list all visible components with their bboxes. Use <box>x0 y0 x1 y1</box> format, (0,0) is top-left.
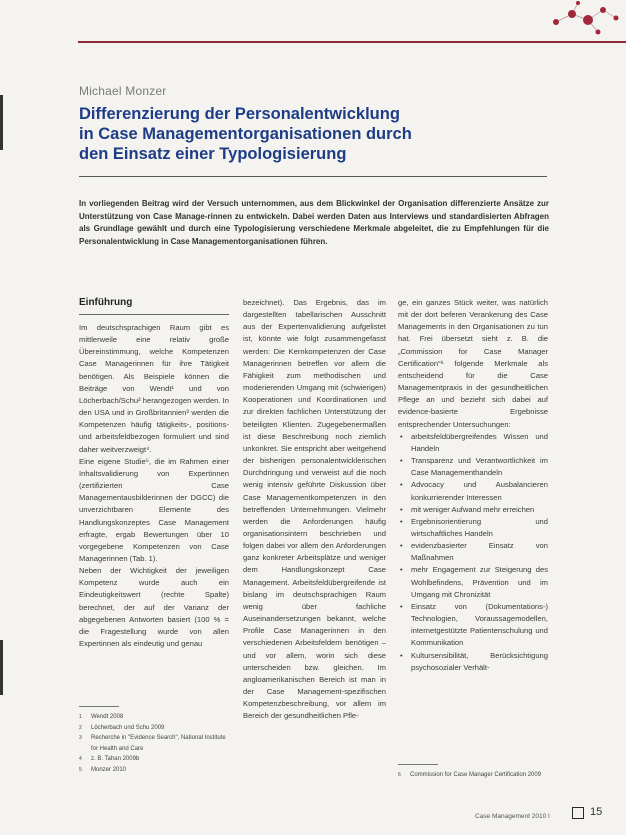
edge-scan-mark <box>0 95 3 150</box>
section-divider <box>79 314 229 315</box>
paragraph: Im deutschsprachigen Raum gibt es mittlerweile eine relativ große Übereinstimmung, welche Kompetenzen Case Managerinnen für ihre Tätigkeit benötigen. Als Beispiele können die Beiträge von Wendt¹ und von Löcherbach/Schu² herangezogen werden. In den USA und in Großbritannien³ werden die Kompetenzen häufig tätigkeits-, positions- und arbeitsfeldbezogen formuliert und sind daher weitverzweigt⁴. <box>79 323 229 454</box>
paragraph: ge, ein ganzes Stück weiter, was natürlich mit der dort beferen Verankerung des Case Managements in den Organisationen zu tun hat. Frei übersetzt sieht z. B. die „Commission for Case Manager Certification“⁶ folgende Merkmale als entscheidend für die Case Managementpraxis in der gesundheitlichen Pflege an und bezieht sich dabei auf evidence-basierte Ergebnisse entsprechender Untersuchungen: <box>398 298 548 429</box>
footnotes <box>79 712 229 776</box>
paragraph: bezeichnet). Das Ergebnis, das im dargestellten tabellarischen Ausschnitt aus der Expertenvalidierung aufgelistet ist, könnte wie folgt zusammengefasst werden: Die Kernkompetenzen der Case Managerinnen betreffen vor allem die Fähigkeit zum methodischen und moderierenden Umgang mit (schwierigen) Kooperationen und Koordinationen und zur direkten fachlichen Unterstützung der beteiligten Klienten. Zugegebenermaßen ist diese Beschreibung noch ziemlich unkonkret. Sie entspricht aber weitgehend der bisherigen personalentwicklerischen Durchdringung und verweist auf die noch wenig intensiv geführte Diskussion über Case Managementkompetenzen in den betreffenden Unternehmungen. Vielmehr werden die Anforderungen häufig organisationsintern beschrieben und folgen dabei vor allem den Anforderungen ganz konkreter Arbeitsplätze und weniger dem Handlungskonzept Case Management. Arbeitsfeldübergreifende ist bislang im deutschsprachigen Raum wenig über fachliche Auseinandersetzungen bekannt, welche Profile Case Managerinnen in den verschiedenen Arbeitsfeldern benötigen – und vor allem, worin sich diese unterscheiden bzw. gleichen. Im angloamerikanischen Bereich ist man in der Case Management-spezifischen Kompetenzbeschreibung, vor allem im Bereich der gesundheitlichen Pfle- <box>243 298 386 721</box>
list-item: • Advocacy und Ausbalancieren konkurrierender Interessen <box>398 479 548 503</box>
list-item: • mehr Engagement zur Steigerung des Wohlbefindens, Prävention und im Umgang mit Chronizität <box>398 564 548 600</box>
bullet-list <box>398 431 548 674</box>
paragraph: Eine eigene Studie⁵, die im Rahmen einer Inhaltsvalidierung von Expertinnen (zertifizierten Case Managementausbilderinnen der DGCC) die unverzichtbaren Elemente des Handlungskonzeptes Case Management erfragte, ergab Bewertungen über 10 vorgegebene Kompetenzen von Case Managerinnen (Tab. 1). <box>79 456 229 563</box>
title-divider <box>79 176 547 177</box>
page-number: 15 <box>590 806 603 818</box>
footnote-divider <box>398 764 438 765</box>
footnote: 2 Löcherbach und Schu 2009 <box>79 724 165 731</box>
author-name: Michael Monzer <box>79 84 167 98</box>
footer-journal-name: Case Management 2010 I <box>475 813 550 820</box>
title-line: Differenzierung der Personalentwicklung <box>79 105 400 123</box>
body-column-2 <box>243 297 386 722</box>
edge-scan-mark <box>0 640 3 695</box>
list-item: • Ergebnisorientierung und wirtschaftliches Handeln <box>398 516 548 540</box>
footnote: 3 Recherche in "Evidence Search", National Institute for Health and Care <box>79 735 226 752</box>
molecule-decoration-icon <box>548 0 622 40</box>
list-item: • Einsatz von (Dokumentations-) Technologien, Voraussagemodellen, internetgestützte Patientenschulung und Kommunikation <box>398 601 548 650</box>
list-item: • Kultursensibilität, Berücksichtigung psychosozialer Verhält- <box>398 650 548 674</box>
header-accent-rule <box>78 41 626 43</box>
article-title <box>79 104 499 164</box>
title-line: in Case Managementorganisationen durch <box>79 125 412 143</box>
footnote: 6 Commission for Case Manager Certification 2009 <box>398 772 542 778</box>
body-column-1 <box>79 322 229 650</box>
list-item: • evidenzbasierter Einsatz von Maßnahmen <box>398 540 548 564</box>
footnote: 4 z. B. Tahan 2009b <box>79 756 140 763</box>
section-heading: Einführung <box>79 297 133 308</box>
footnote-divider <box>79 706 119 707</box>
list-item: • mit weniger Aufwand mehr erreichen <box>398 504 548 516</box>
footnote: 5 Monzer 2010 <box>79 766 127 773</box>
list-item: • Transparenz und Verantwortlichkeit im Case Managementhandeln <box>398 455 548 479</box>
paragraph: Neben der Wichtigkeit der jeweiligen Kompetenz wurde auch ein Eindeutigkeitswert (rechte Spalte) berechnet, der auf der Varianz der abgegebenen Antworten basiert (100 % = die Fragestellung wurde von allen Expertinnen als eindeutig und genau <box>79 566 229 649</box>
journal-logo-icon <box>572 807 584 819</box>
body-column-3 <box>398 297 548 674</box>
title-line: den Einsatz einer Typologisierung <box>79 145 347 163</box>
footnote: 1 Wendt 2008 <box>79 714 124 720</box>
abstract: In vorliegenden Beitrag wird der Versuch unternommen, aus dem Blickwinkel der Organisation differenzierte Ansätze zur Unterstützung von Case Manage-rinnen zu entwickeln. Dabei werden Daten aus Interviews und standardisierten Abfragen als Grundlage gewählt und durch eine Typologisierung verschiedene Merkmale abgeleitet, die zu Empfehlungen für die Personalentwicklung in Case Managementorganisationen führen. <box>79 199 549 247</box>
list-item: • arbeitsfeldübergreifendes Wissen und Handeln <box>398 431 548 455</box>
